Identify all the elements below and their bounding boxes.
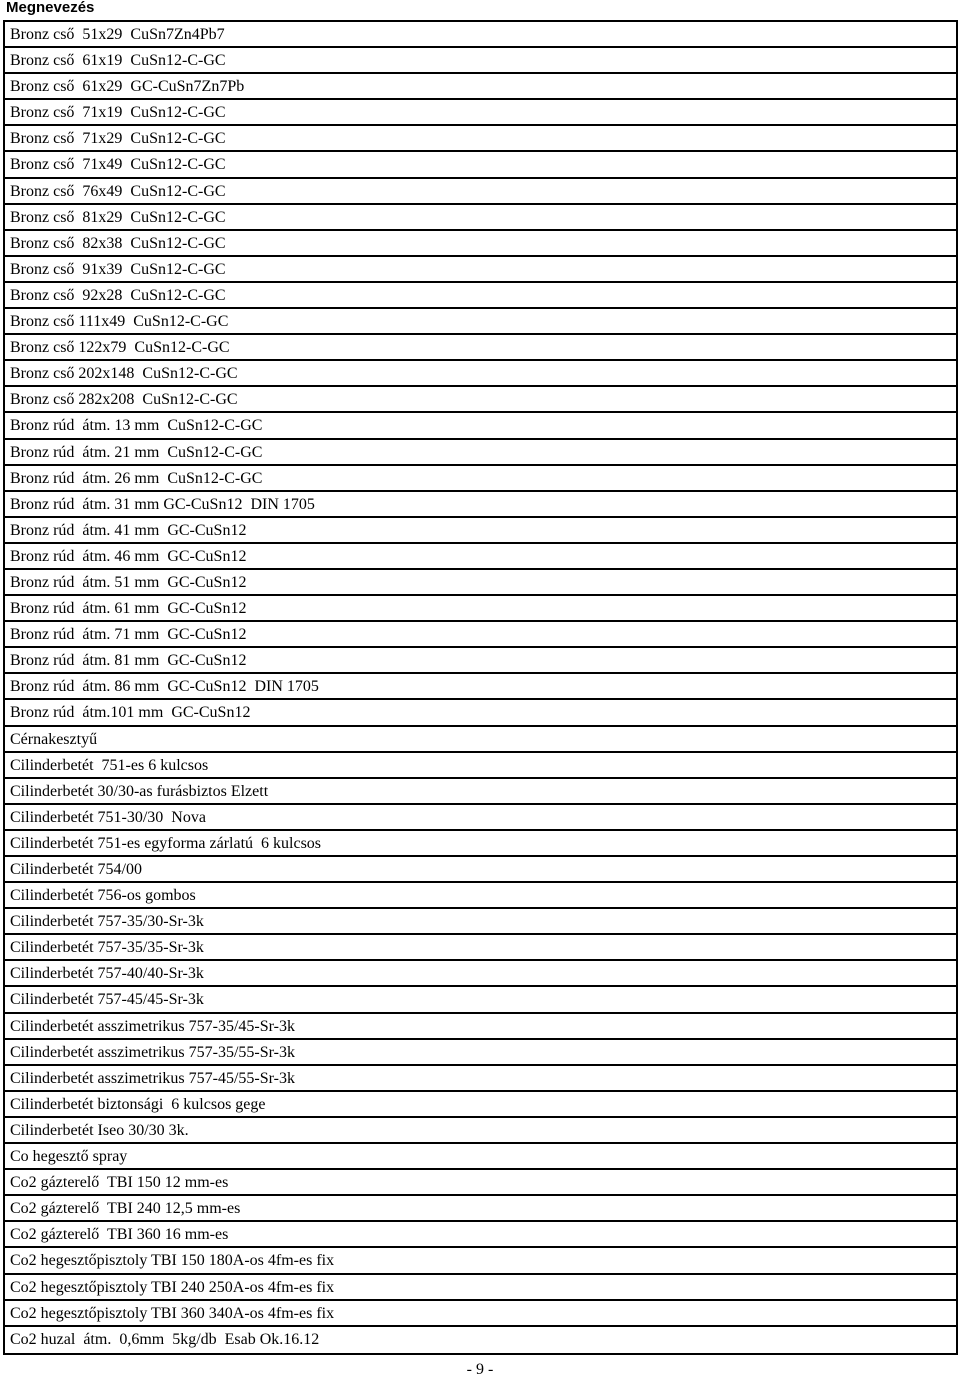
table-row: Bronz rúd átm. 51 mm GC-CuSn12	[5, 570, 956, 596]
table-row: Bronz rúd átm. 31 mm GC-CuSn12 DIN 1705	[5, 492, 956, 518]
table-row: Cilinderbetét 756-os gombos	[5, 883, 956, 909]
page-number: - 9 -	[466, 1361, 494, 1378]
table-row: Cilinderbetét 751-es egyforma zárlatú 6 kulcsos	[5, 831, 956, 857]
table-row: Bronz cső 111x49 CuSn12-C-GC	[5, 309, 956, 335]
table-row: Bronz rúd átm. 46 mm GC-CuSn12	[5, 544, 956, 570]
table-row: Bronz cső 81x29 CuSn12-C-GC	[5, 205, 956, 231]
column-header: Megnevezés	[6, 0, 95, 16]
table-row: Cilinderbetét biztonsági 6 kulcsos gege	[5, 1092, 956, 1118]
table-row: Bronz cső 82x38 CuSn12-C-GC	[5, 231, 956, 257]
table-row: Cilinderbetét asszimetrikus 757-35/45-Sr-3k	[5, 1014, 956, 1040]
table-row: Co2 gázterelő TBI 150 12 mm-es	[5, 1170, 956, 1196]
table-row: Bronz cső 61x19 CuSn12-C-GC	[5, 48, 956, 74]
table-row: Co2 huzal átm. 0,6mm 5kg/db Esab Ok.16.12	[10, 1330, 320, 1348]
table-row: Cérnakesztyű	[5, 727, 956, 753]
table-row: Bronz rúd átm. 21 mm CuSn12-C-GC	[5, 440, 956, 466]
table-row: Cilinderbetét 757-35/30-Sr-3k	[5, 909, 956, 935]
table-row: Cilinderbetét Iseo 30/30 3k.	[5, 1118, 956, 1144]
table-row: Bronz cső 202x148 CuSn12-C-GC	[5, 361, 956, 387]
table-row: Bronz rúd átm. 81 mm GC-CuSn12	[5, 648, 956, 674]
table-row: Co2 hegesztőpisztoly TBI 150 180A-os 4fm-es fix	[5, 1248, 956, 1274]
table-row: Bronz cső 71x29 CuSn12-C-GC	[5, 126, 956, 152]
table-row: Co hegesztő spray	[5, 1144, 956, 1170]
table-row: Cilinderbetét 30/30-as furásbiztos Elzett	[5, 779, 956, 805]
table-row: Bronz rúd átm. 71 mm GC-CuSn12	[5, 622, 956, 648]
table-row: Bronz cső 71x19 CuSn12-C-GC	[5, 100, 956, 126]
table-row: Co2 gázterelő TBI 360 16 mm-es	[5, 1222, 956, 1248]
table-row: Cilinderbetét 757-45/45-Sr-3k	[5, 987, 956, 1013]
table-row: Bronz rúd átm. 26 mm CuSn12-C-GC	[5, 466, 956, 492]
table-row: Bronz cső 122x79 CuSn12-C-GC	[5, 335, 956, 361]
table-row: Bronz cső 76x49 CuSn12-C-GC	[5, 179, 956, 205]
table-row: Cilinderbetét 751-30/30 Nova	[5, 805, 956, 831]
table-row: Bronz rúd átm. 13 mm CuSn12-C-GC	[5, 413, 956, 439]
table-row: Cilinderbetét asszimetrikus 757-45/55-Sr-3k	[5, 1066, 956, 1092]
table-row: Bronz cső 61x29 GC-CuSn7Zn7Pb	[5, 74, 956, 100]
table-row: Bronz cső 71x49 CuSn12-C-GC	[5, 152, 956, 178]
table-row: Co2 hegesztőpisztoly TBI 240 250A-os 4fm-es fix	[5, 1275, 956, 1301]
table-row: Bronz rúd átm. 41 mm GC-CuSn12	[5, 518, 956, 544]
table-row: Bronz cső 92x28 CuSn12-C-GC	[5, 283, 956, 309]
table-row: Bronz cső 282x208 CuSn12-C-GC	[5, 387, 956, 413]
table-row: Cilinderbetét 757-35/35-Sr-3k	[5, 935, 956, 961]
table-row: Cilinderbetét 757-40/40-Sr-3k	[5, 961, 956, 987]
table-row: Bronz rúd átm.101 mm GC-CuSn12	[5, 700, 956, 726]
table-row: Bronz cső 51x29 CuSn7Zn4Pb7	[5, 22, 956, 48]
table-row: Bronz cső 91x39 CuSn12-C-GC	[5, 257, 956, 283]
product-table	[3, 20, 958, 1355]
table-row: Co2 gázterelő TBI 240 12,5 mm-es	[5, 1196, 956, 1222]
table-row: Cilinderbetét 754/00	[5, 857, 956, 883]
table-row: Bronz rúd átm. 86 mm GC-CuSn12 DIN 1705	[5, 674, 956, 700]
table-row: Co2 hegesztőpisztoly TBI 360 340A-os 4fm-es fix	[5, 1301, 956, 1327]
table-row: Cilinderbetét 751-es 6 kulcsos	[5, 753, 956, 779]
table-row: Cilinderbetét asszimetrikus 757-35/55-Sr-3k	[5, 1040, 956, 1066]
table-row: Bronz rúd átm. 61 mm GC-CuSn12	[5, 596, 956, 622]
